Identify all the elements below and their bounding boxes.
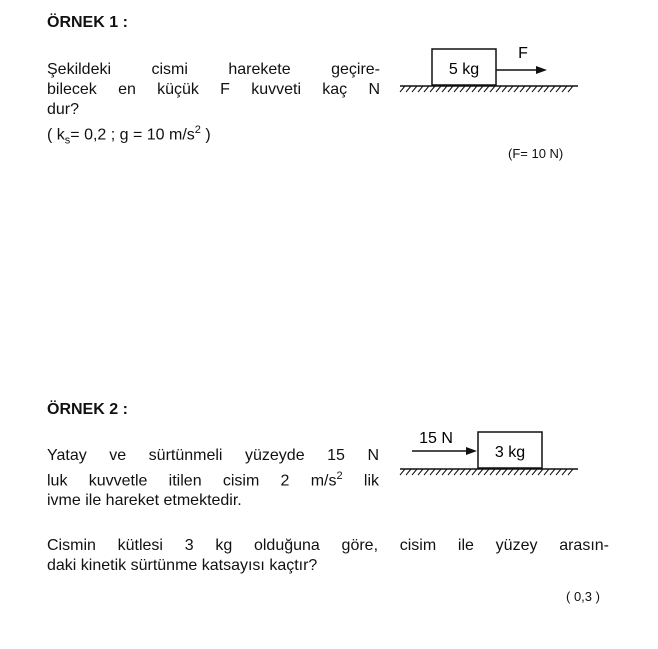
example-2-question-line-1: Yatay ve sürtünmeli yüzeyde 15 N <box>47 447 379 464</box>
example-2-figure <box>380 424 595 490</box>
example-1-question-line-3: dur? <box>47 101 80 118</box>
example-2-ground <box>400 469 578 475</box>
example-2-question <box>47 446 379 511</box>
example-2-question-2-line-1: Cismin kütlesi 3 kg olduğuna göre, cisim ile yüzey arasın- <box>47 537 609 554</box>
example-1-question-line-2: bilecek en küçük F kuvveti kaç N <box>47 81 380 98</box>
example-2-question-2-line-2: daki kinetik sürtünme katsayısı kaçtır? <box>47 557 318 574</box>
example-2-question-2 <box>47 536 609 576</box>
example-2-question-line-3: ivme ile hareket etmektedir. <box>47 492 242 510</box>
example-1-mass-label: 5 kg <box>448 61 480 78</box>
example-1-ground <box>400 86 578 92</box>
example-2-force-arrow <box>412 447 477 455</box>
example-2-block <box>478 432 542 468</box>
example-1-question-line-1: Şekildeki cismi harekete geçire- <box>47 61 380 78</box>
example-1-force-label: F <box>518 45 528 62</box>
example-2-mass-label: 3 kg <box>494 444 526 461</box>
example-2-question-line-2: luk kuvvetle itilen cisim 2 $m/s^2$ lik <box>47 470 379 490</box>
example-2-answer: ( 0,3 ) <box>566 589 600 604</box>
example-1-figure <box>380 36 595 106</box>
example-2-title: ÖRNEK 2 : <box>47 401 128 418</box>
example-1-force-arrow <box>496 66 547 74</box>
example-2-force-label: 15 N <box>419 430 453 447</box>
example-1-block <box>432 49 496 85</box>
example-1-question <box>47 60 380 151</box>
example-1-given-values: ( $k_s= 0,2$ ; g = 10 $m/s^2$ ) <box>47 124 211 147</box>
example-1-answer: (F= 10 N) <box>508 146 564 161</box>
example-1-title: ÖRNEK 1 : <box>47 14 128 31</box>
